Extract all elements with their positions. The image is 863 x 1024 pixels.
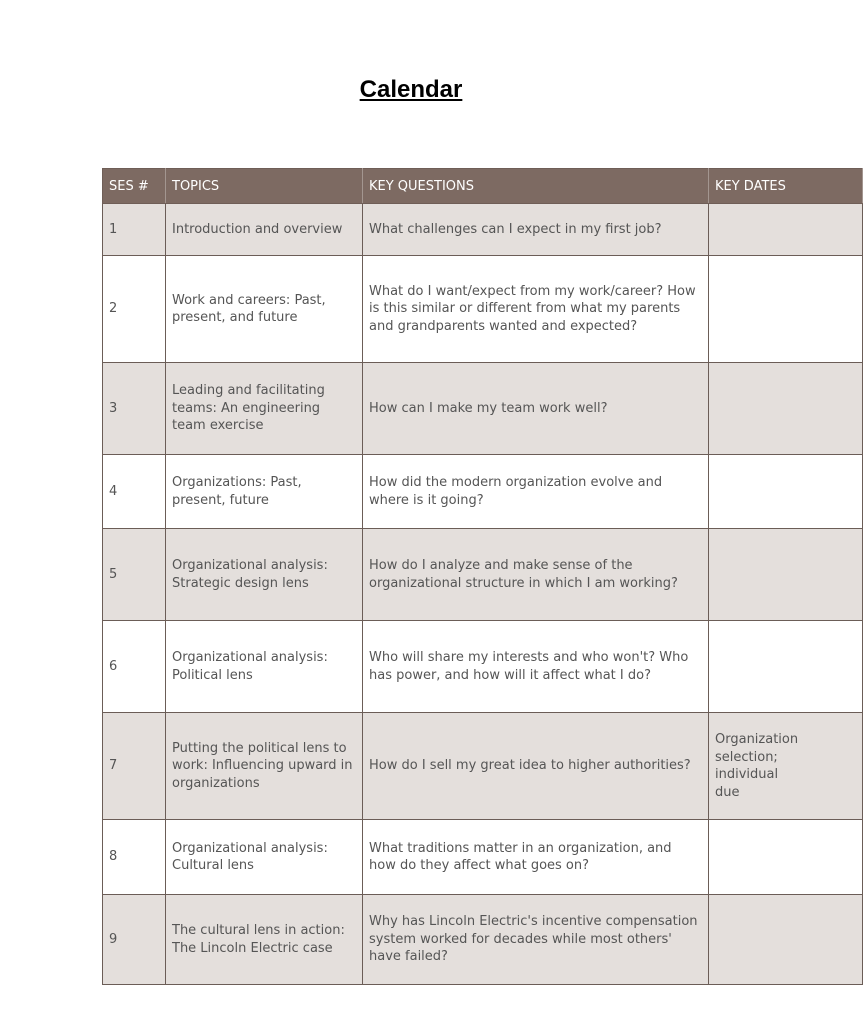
table-row — [103, 529, 863, 621]
table-row — [103, 256, 863, 363]
key-date-cell — [709, 204, 863, 256]
topic-cell: Organizational analysis: Strategic design lens — [166, 529, 363, 621]
key-question-cell: What challenges can I expect in my first job? — [363, 204, 709, 256]
key-date-line: Organization — [715, 732, 799, 747]
key-question-cell: What traditions matter in an organization, and how do they affect what goes on? — [363, 820, 709, 895]
topic-cell: The cultural lens in action: The Lincoln Electric case — [166, 895, 363, 985]
topic-cell: Organizational analysis: Cultural lens — [166, 820, 363, 895]
table-row — [103, 204, 863, 256]
column-header-key-dates: KEY DATES — [709, 169, 863, 204]
key-question-cell: How do I analyze and make sense of the organizational structure in which I am working? — [363, 529, 709, 621]
key-date-line: selection; — [715, 749, 778, 765]
session-number: 7 — [103, 713, 166, 820]
key-date-cell — [709, 713, 863, 820]
key-date-cell — [709, 455, 863, 529]
table-row — [103, 713, 863, 820]
column-header-topics: TOPICS — [166, 169, 363, 204]
table-row — [103, 820, 863, 895]
table-row — [103, 895, 863, 985]
session-number: 4 — [103, 455, 166, 529]
key-date-cell — [709, 621, 863, 713]
key-question-cell: How did the modern organization evolve and where is it going? — [363, 455, 709, 529]
table-row — [103, 363, 863, 455]
session-number: 9 — [103, 895, 166, 985]
key-question-cell: Why has Lincoln Electric's incentive compensation system worked for decades while most others' have failed? — [363, 895, 709, 985]
topic-cell: Organizational analysis: Political lens — [166, 621, 363, 713]
page-title: Calendar — [359, 76, 463, 103]
table-row — [103, 455, 863, 529]
table-row — [103, 621, 863, 713]
session-number: 1 — [103, 204, 166, 256]
session-number: 2 — [103, 256, 166, 363]
table-header-row — [103, 169, 863, 204]
key-question-cell: Who will share my interests and who won't? Who has power, and how will it affect what I do? — [363, 621, 709, 713]
key-date-cell — [709, 529, 863, 621]
session-number: 5 — [103, 529, 166, 621]
column-header-session: SES # — [103, 169, 166, 204]
calendar-table — [102, 168, 863, 985]
session-number: 6 — [103, 621, 166, 713]
topic-cell: Work and careers: Past, present, and future — [166, 256, 363, 363]
key-date-cell — [709, 895, 863, 985]
key-date-cell — [709, 256, 863, 363]
key-date-line: due — [715, 784, 740, 800]
key-date-line: individual — [715, 767, 779, 782]
topic-cell: Organizations: Past, present, future — [166, 455, 363, 529]
key-date-cell — [709, 363, 863, 455]
key-question-cell: How can I make my team work well? — [363, 363, 709, 455]
topic-cell: Leading and facilitating teams: An engineering team exercise — [166, 363, 363, 455]
key-question-cell: How do I sell my great idea to higher authorities? — [363, 713, 709, 820]
key-question-cell: What do I want/expect from my work/career? How is this similar or different from what my parents and grandparents wanted and expected? — [363, 256, 709, 363]
session-number: 8 — [103, 820, 166, 895]
key-date-cell — [709, 820, 863, 895]
topic-cell: Putting the political lens to work: Influencing upward in organizations — [166, 713, 363, 820]
column-header-key-questions: KEY QUESTIONS — [363, 169, 709, 204]
session-number: 3 — [103, 363, 166, 455]
topic-cell: Introduction and overview — [166, 204, 363, 256]
